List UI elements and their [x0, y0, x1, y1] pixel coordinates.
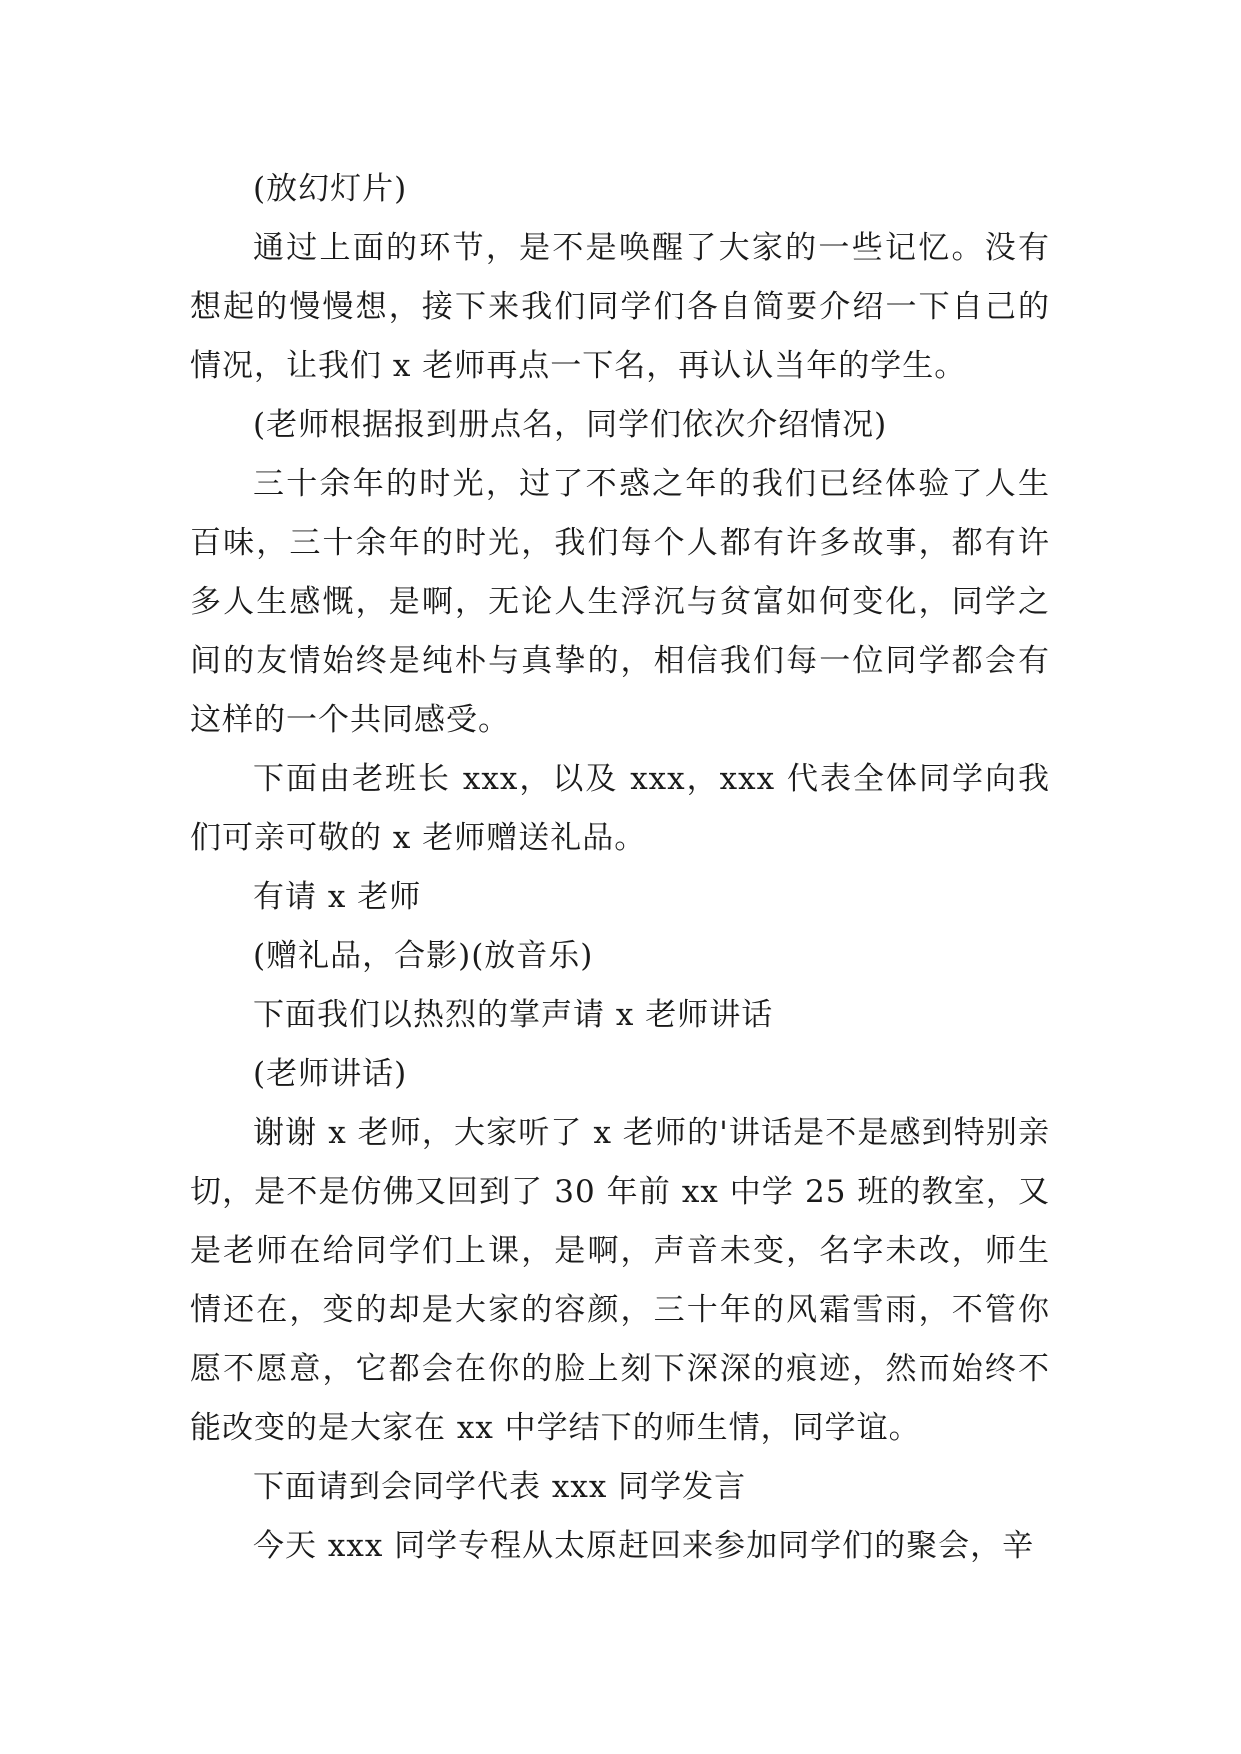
paragraph-gift-photo-music: (赠礼品，合影)(放音乐) [253, 938, 594, 974]
paragraph-memories: 通过上面的环节，是不是唤醒了大家的一些记忆。没有想起的慢慢想，接下来我们同学们各自简要介绍一下自己的情况，让我们 x 老师再点一下名，再认认当年的学生。 [190, 230, 1050, 384]
paragraph-roll-call: (老师根据报到册点名，同学们依次介绍情况) [253, 407, 888, 443]
paragraph-gift-presentation: 下面由老班长 xxx，以及 xxx，xxx 代表全体同学向我们可亲可敬的 x 老师赠送礼品。 [190, 761, 1050, 856]
document-body [190, 160, 1050, 1576]
paragraph-slideshow: (放幻灯片) [253, 171, 408, 207]
paragraph-teacher-speech-intro: 下面我们以热烈的掌声请 x 老师讲话 [253, 997, 774, 1033]
paragraph-student-speech-intro: 下面请到会同学代表 xxx 同学发言 [253, 1469, 747, 1505]
paragraph-thanks-teacher: 谢谢 x 老师，大家听了 x 老师的'讲话是不是感到特别亲切，是不是仿佛又回到了 30 年前 xx 中学 25 班的教室，又是老师在给同学们上课，是啊，声音未变，名字未改，师生情还在，变的却是大家的容颜，三十年的风霜雪雨，不管你愿不愿意，它都会在你的脸上刻下深深的痕迹，然而始终不能改变的是大家在 xx 中学结下的师生情，同学谊。 [190, 1115, 1050, 1446]
paragraph-today: 今天 xxx 同学专程从太原赶回来参加同学们的聚会，辛 [253, 1528, 1035, 1564]
paragraph-thirty-years: 三十余年的时光，过了不惑之年的我们已经体验了人生百味，三十余年的时光，我们每个人都有许多故事，都有许多人生感慨，是啊，无论人生浮沉与贫富如何变化，同学之间的友情始终是纯朴与真挚的，相信我们每一位同学都会有这样的一个共同感受。 [190, 466, 1050, 738]
paragraph-invite-teacher: 有请 x 老师 [253, 879, 422, 915]
paragraph-teacher-speech: (老师讲话) [253, 1056, 408, 1092]
